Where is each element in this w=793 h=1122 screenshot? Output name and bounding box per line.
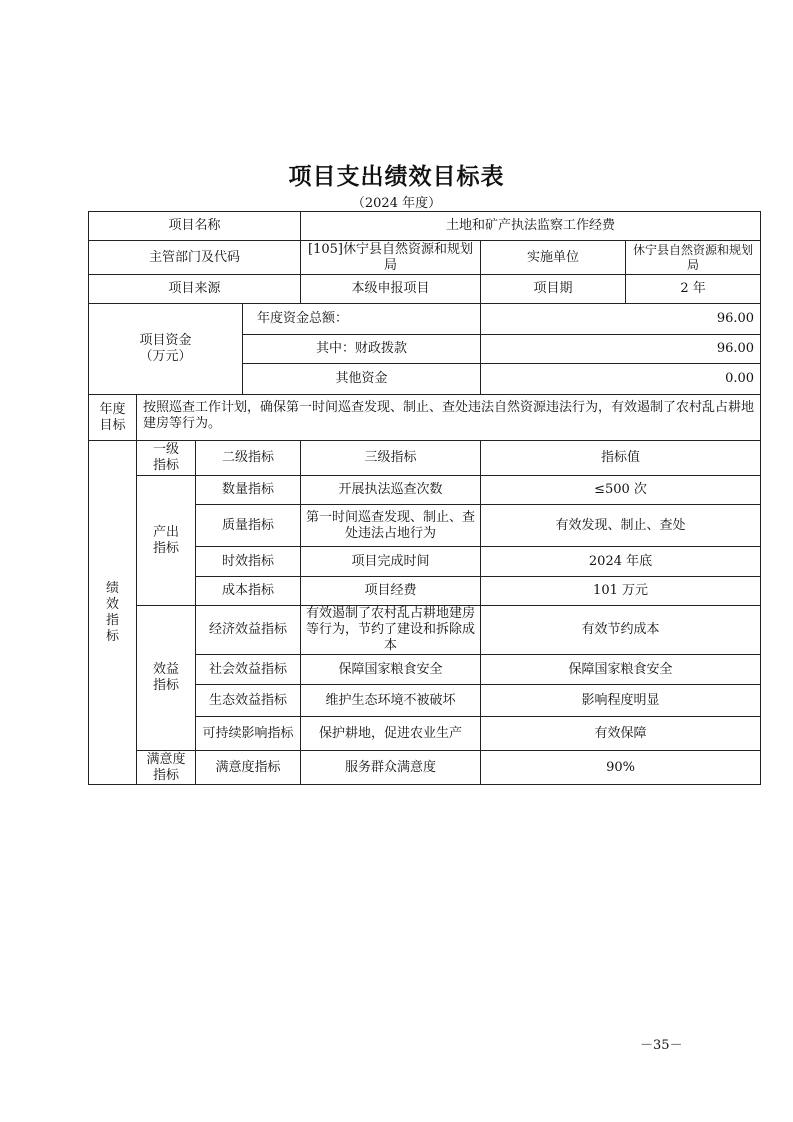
header-level2: 二级指标 [196, 441, 301, 476]
header-level1: 一级 指标 [137, 441, 196, 476]
page-number: －35－ [640, 1038, 683, 1053]
satisfaction-value: 90% [481, 751, 761, 785]
label-source: 项目来源 [89, 275, 301, 304]
label-annual-total: 年度资金总额： [243, 304, 481, 335]
value-implementer: 休宁县自然资源和规划局 [626, 241, 761, 275]
benefit-value: 有效保障 [481, 717, 761, 751]
table-row [89, 476, 761, 505]
label-benefit: 效益 指标 [137, 606, 196, 751]
output-level2: 数量指标 [196, 476, 301, 505]
benefit-level3: 有效遏制了农村乱占耕地建房等行为，节约了建设和拆除成本 [301, 606, 481, 655]
value-period: 2 年 [626, 275, 761, 304]
value-project-name: 土地和矿产执法监察工作经费 [301, 212, 761, 241]
label-period: 项目期 [481, 275, 626, 304]
header-value: 指标值 [481, 441, 761, 476]
label-department: 主管部门及代码 [89, 241, 301, 275]
satisfaction-level3: 服务群众满意度 [301, 751, 481, 785]
row-indicator-header [89, 441, 761, 476]
benefit-level2: 社会效益指标 [196, 655, 301, 685]
label-project-name: 项目名称 [89, 212, 301, 241]
row-project-name [89, 212, 761, 241]
output-level2: 质量指标 [196, 505, 301, 547]
value-fiscal: 96.00 [481, 335, 761, 364]
benefit-value: 有效节约成本 [481, 606, 761, 655]
output-level3: 项目完成时间 [301, 547, 481, 577]
output-value: 2024 年底 [481, 547, 761, 577]
output-level3: 开展执法巡查次数 [301, 476, 481, 505]
label-output: 产出 指标 [137, 476, 196, 606]
page-title: 项目支出绩效目标表 [288, 164, 505, 190]
value-annual-total: 96.00 [481, 304, 761, 335]
row-source [89, 275, 761, 304]
benefit-value: 保障国家粮食安全 [481, 655, 761, 685]
row-annual-total [89, 304, 761, 335]
output-level3: 第一时间巡查发现、制止、查处违法占地行为 [301, 505, 481, 547]
satisfaction-level2: 满意度指标 [196, 751, 301, 785]
label-performance: 绩 效 指 标 [89, 441, 137, 785]
label-satisfaction: 满意度 指标 [137, 751, 196, 785]
output-value: 有效发现、制止、查处 [481, 505, 761, 547]
benefit-value: 影响程度明显 [481, 685, 761, 717]
value-department: [105]休宁县自然资源和规划局 [301, 241, 481, 275]
benefit-level3: 保障国家粮食安全 [301, 655, 481, 685]
performance-table [88, 211, 761, 785]
value-annual-goal: 按照巡查工作计划，确保第一时间巡查发现、制止、查处违法自然资源违法行为，有效遏制了农村乱占耕地建房等行为。 [137, 395, 761, 441]
label-fiscal: 其中：财政拨款 [243, 335, 481, 364]
table-row [89, 606, 761, 655]
benefit-level3: 保护耕地，促进农业生产 [301, 717, 481, 751]
benefit-level2: 可持续影响指标 [196, 717, 301, 751]
output-value: ≤500 次 [481, 476, 761, 505]
header-level3: 三级指标 [301, 441, 481, 476]
value-other: 0.00 [481, 364, 761, 395]
label-implementer: 实施单位 [481, 241, 626, 275]
page-subtitle: （2024 年度） [351, 196, 442, 211]
label-other: 其他资金 [243, 364, 481, 395]
benefit-level2: 生态效益指标 [196, 685, 301, 717]
output-value: 101 万元 [481, 577, 761, 606]
row-annual-goal [89, 395, 761, 441]
table-row [89, 751, 761, 785]
output-level3: 项目经费 [301, 577, 481, 606]
benefit-level2: 经济效益指标 [196, 606, 301, 655]
label-annual-goal: 年度 目标 [89, 395, 137, 441]
label-funds: 项目资金 （万元） [89, 304, 243, 395]
value-source: 本级申报项目 [301, 275, 481, 304]
output-level2: 时效指标 [196, 547, 301, 577]
row-department [89, 241, 761, 275]
output-level2: 成本指标 [196, 577, 301, 606]
benefit-level3: 维护生态环境不被破坏 [301, 685, 481, 717]
